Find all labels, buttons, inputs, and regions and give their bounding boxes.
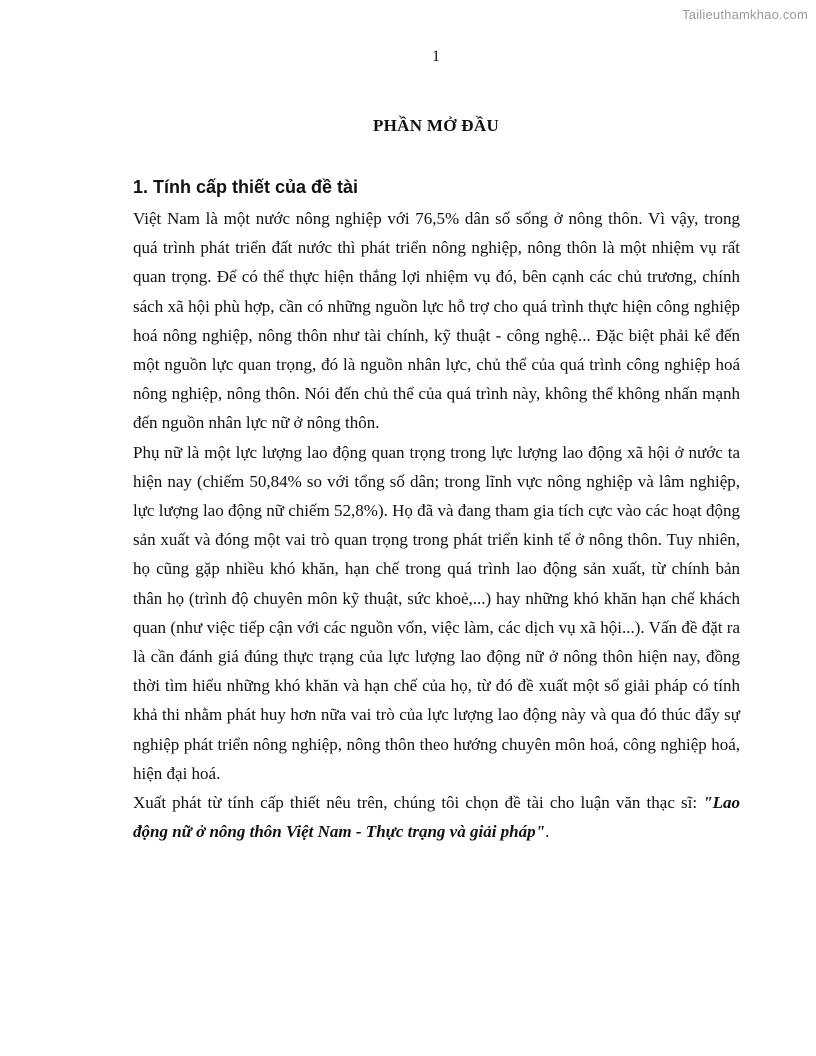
section-heading: 1. Tính cấp thiết của đề tài: [133, 177, 359, 197]
paragraph-1: Việt Nam là một nước nông nghiệp với 76,5% dân số sống ở nông thôn. Vì vậy, trong quá trình phát triển đất nước thì phát triển nông nghiệp, nông thôn là một nhiệm vụ rất quan trọng. Để có thể thực hiện thắng lợi nhiệm vụ đó, bên cạnh các chủ trương, chính sách xã hội phù hợp, cần có những nguồn lực hỗ trợ cho quá trình thực hiện công nghiệp hoá nông nghiệp, nông thôn như tài chính, kỹ thuật - công nghệ... Đặc biệt phải kể đến một nguồn lực quan trọng, đó là nguồn nhân lực, chủ thể của quá trình công nghiệp hoá nông nghiệp, nông thôn. Nói đến chủ thể của quá trình này, không thể không nhấn mạnh đến nguồn nhân lực nữ ở nông thôn.: [133, 209, 740, 433]
body-text: [133, 204, 740, 846]
part-title: PHẦN MỞ ĐẦU: [372, 116, 500, 135]
closing-end-mark: .: [545, 822, 550, 842]
closing-intro: Xuất phát từ tính cấp thiết nêu trên, chúng tôi chọn đề tài cho luận văn thạc sĩ:: [133, 793, 698, 813]
page-number: 1: [432, 48, 440, 65]
paragraph-closing: [133, 788, 740, 846]
watermark: Tailieuthamkhao.com: [682, 7, 808, 22]
paragraph-2: Phụ nữ là một lực lượng lao động quan trọng trong lực lượng lao động xã hội ở nước ta hiện nay (chiếm 50,84% so với tổng số dân; trong lĩnh vực nông nghiệp và lâm nghiệp, lực lượng lao động nữ chiếm 52,8%). Họ đã và đang tham gia tích cực vào các hoạt động sản xuất và đóng một vai trò quan trọng trong phát triển kinh tế ở nông thôn. Tuy nhiên, họ cũng gặp nhiều khó khăn, hạn chế trong quá trình lao động sản xuất, từ chính bản thân họ (trình độ chuyên môn kỹ thuật, sức khoẻ,...) hay những khó khăn hạn chế khách quan (như việc tiếp cận với các nguồn vốn, việc làm, các dịch vụ xã hội...). Vấn đề đặt ra là cần đánh giá đúng thực trạng của lực lượng lao động nữ ở nông thôn hiện nay, đồng thời tìm hiểu những khó khăn và hạn chế của họ, từ đó đề xuất một số giải pháp có tính khả thi nhằm phát huy hơn nữa vai trò của lực lượng lao động này và qua đó thúc đẩy sự nghiệp phát triển nông nghiệp, nông thôn theo hướng chuyên môn hoá, công nghiệp hoá, hiện đại hoá.: [133, 442, 740, 783]
thesis-title: "Lao động nữ ở nông thôn Việt Nam - Thực trạng và giải pháp": [133, 793, 740, 842]
